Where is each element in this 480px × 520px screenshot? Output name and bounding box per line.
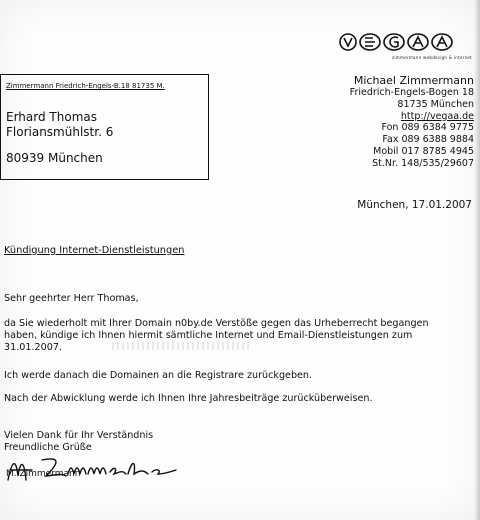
recipient-street: Floriansmühlstr. 6 bbox=[6, 125, 114, 139]
sender-fax: Fax 089 6388 9884 bbox=[382, 134, 474, 146]
closing-greeting: Freundliche Grüße bbox=[4, 442, 92, 454]
paper-edge-shadow bbox=[474, 0, 480, 520]
sender-name: Michael Zimmermann bbox=[353, 74, 474, 87]
sender-city: 81735 München bbox=[397, 98, 474, 110]
recipient-address bbox=[6, 110, 113, 140]
paragraph-line: 31.01.2007. bbox=[4, 342, 62, 354]
letter-date: München, 17.01.2007 bbox=[357, 199, 472, 211]
recipient-city: 80939 München bbox=[6, 151, 103, 165]
scan-smudge bbox=[112, 342, 252, 350]
paragraph-refund: Nach der Abwicklung werde ich Ihnen Ihre Jahresbeiträge zurücküberweisen. bbox=[4, 393, 373, 404]
sender-website-link[interactable]: http://vegaa.de bbox=[400, 110, 474, 122]
paragraph-line: da Sie wiederholt mit Ihrer Domain n0by.de Verstöße gegen das Urheberrecht begangen bbox=[4, 318, 429, 329]
sender-street: Friedrich-Engels-Bogen 18 bbox=[349, 87, 474, 98]
recipient-name: Erhard Thomas bbox=[6, 110, 97, 124]
paragraph-line: haben, kündige ich Ihnen hiermit sämtliche Internet und Email-Dienstleistungen zum bbox=[4, 330, 413, 342]
sender-phone: Fon 089 6384 9775 bbox=[381, 122, 474, 134]
closing-thanks: Vielen Dank für Ihr Verständnis bbox=[4, 430, 154, 441]
signature-name: M. Zimmermann bbox=[6, 469, 81, 479]
sender-mobile: Mobil 017 8785 4945 bbox=[373, 145, 474, 157]
sender-tax-number: St.Nr. 148/535/29607 bbox=[372, 157, 474, 169]
salutation: Sehr geehrter Herr Thomas, bbox=[4, 293, 139, 304]
letter-subject: Kündigung Internet-Dienstleistungen bbox=[4, 245, 185, 256]
logo-tagline: zimmermann webdesign & internet bbox=[392, 55, 473, 60]
paragraph-domains: Ich werde danach die Domainen an die Registrare zurückgeben. bbox=[4, 370, 313, 381]
sender-block bbox=[350, 74, 474, 170]
return-address-line: Zimmermann Friedrich-Engels-B.18 81735 M. bbox=[6, 82, 165, 90]
